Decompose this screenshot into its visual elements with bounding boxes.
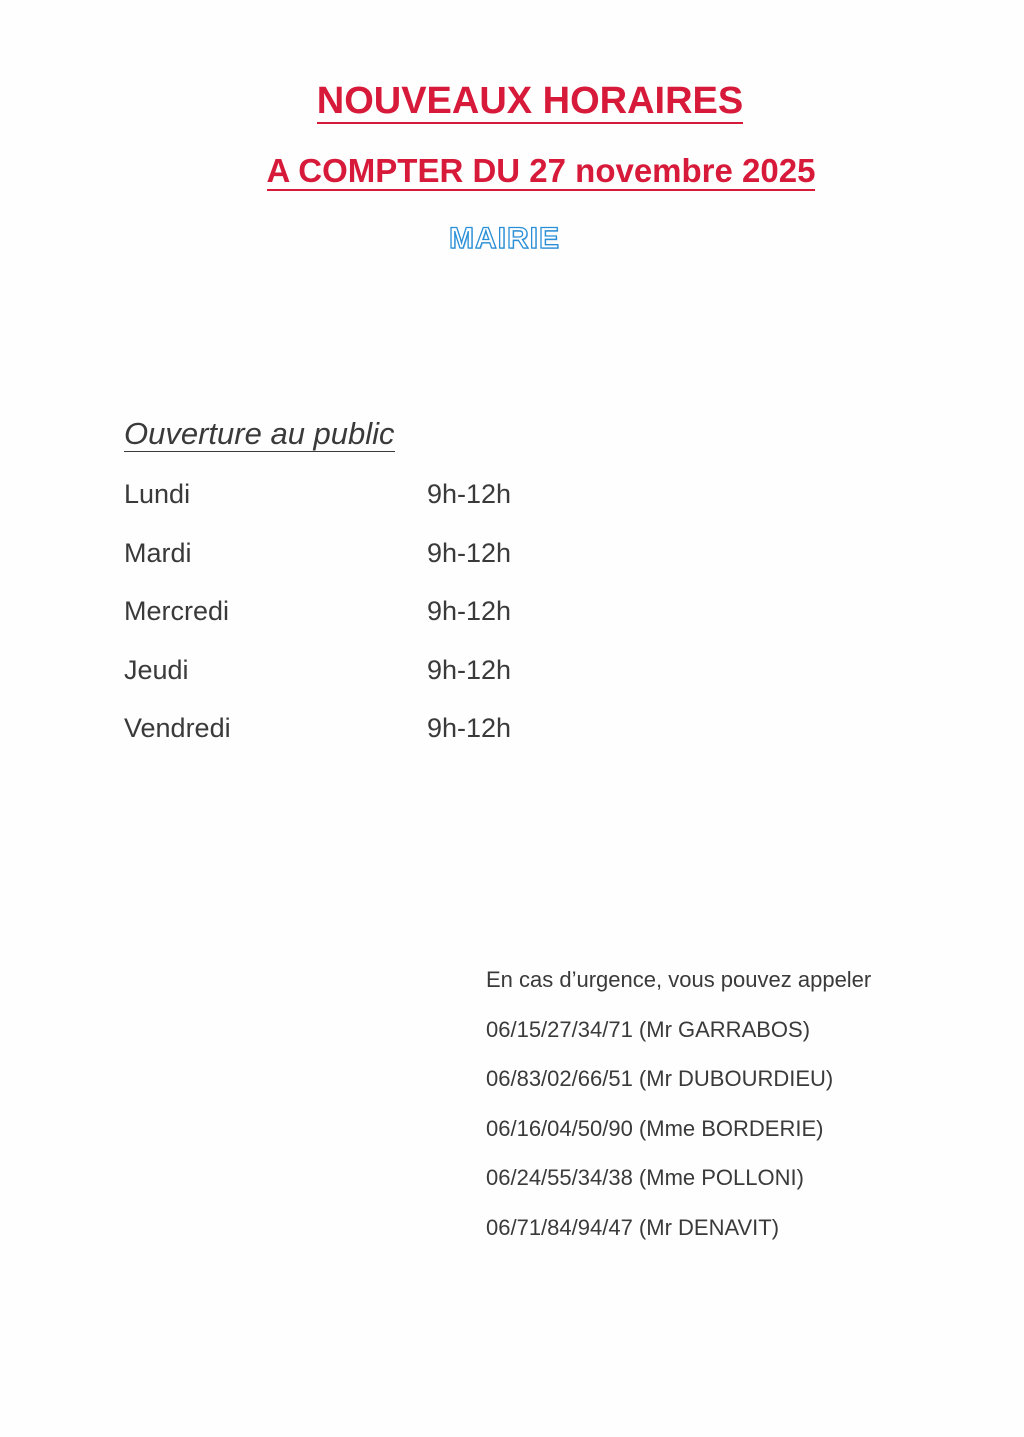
schedule-day: Lundi	[124, 479, 191, 509]
opening-heading-text: Ouverture au public	[124, 416, 395, 451]
schedule-hours: 9h-12h	[427, 479, 512, 509]
emergency-contact: 06/16/04/50/90 (Mme BORDERIE)	[486, 1115, 824, 1141]
notice-subtitle	[0, 150, 1024, 192]
notice-title	[0, 78, 1024, 124]
notice-title-text: NOUVEAUX HORAIRES	[316, 80, 744, 122]
emergency-contact: 06/15/27/34/71 (Mr GARRABOS)	[486, 1016, 811, 1042]
department-label: MAIRIE	[449, 222, 560, 255]
emergency-contact: 06/83/02/66/51 (Mr DUBOURDIEU)	[486, 1066, 834, 1092]
schedule-day: Mercredi	[124, 596, 230, 627]
opening-schedule	[124, 474, 624, 767]
schedule-row-mercredi	[124, 591, 624, 650]
schedule-row-jeudi	[124, 650, 624, 709]
schedule-day: Mardi	[124, 537, 192, 568]
emergency-contact: 06/71/84/94/47 (Mr DENAVIT)	[486, 1214, 780, 1240]
notice-subtitle-text: A COMPTER DU 27 novembre 2025	[266, 152, 816, 189]
opening-heading	[124, 414, 395, 454]
schedule-row-lundi	[124, 474, 624, 533]
schedule-day: Vendredi	[124, 713, 231, 744]
schedule-hours: 9h-12h	[427, 596, 512, 627]
schedule-hours: 9h-12h	[427, 713, 512, 744]
schedule-hours: 9h-12h	[427, 537, 512, 568]
schedule-day: Jeudi	[124, 654, 189, 685]
schedule-hours: 9h-12h	[427, 654, 512, 685]
schedule-row-vendredi	[124, 708, 624, 767]
emergency-contact: 06/24/55/34/38 (Mme POLLONI)	[486, 1165, 804, 1191]
schedule-row-mardi	[124, 533, 624, 592]
emergency-intro: En cas d’urgence, vous pouvez appeler	[486, 967, 872, 992]
emergency-contacts	[486, 962, 986, 1260]
